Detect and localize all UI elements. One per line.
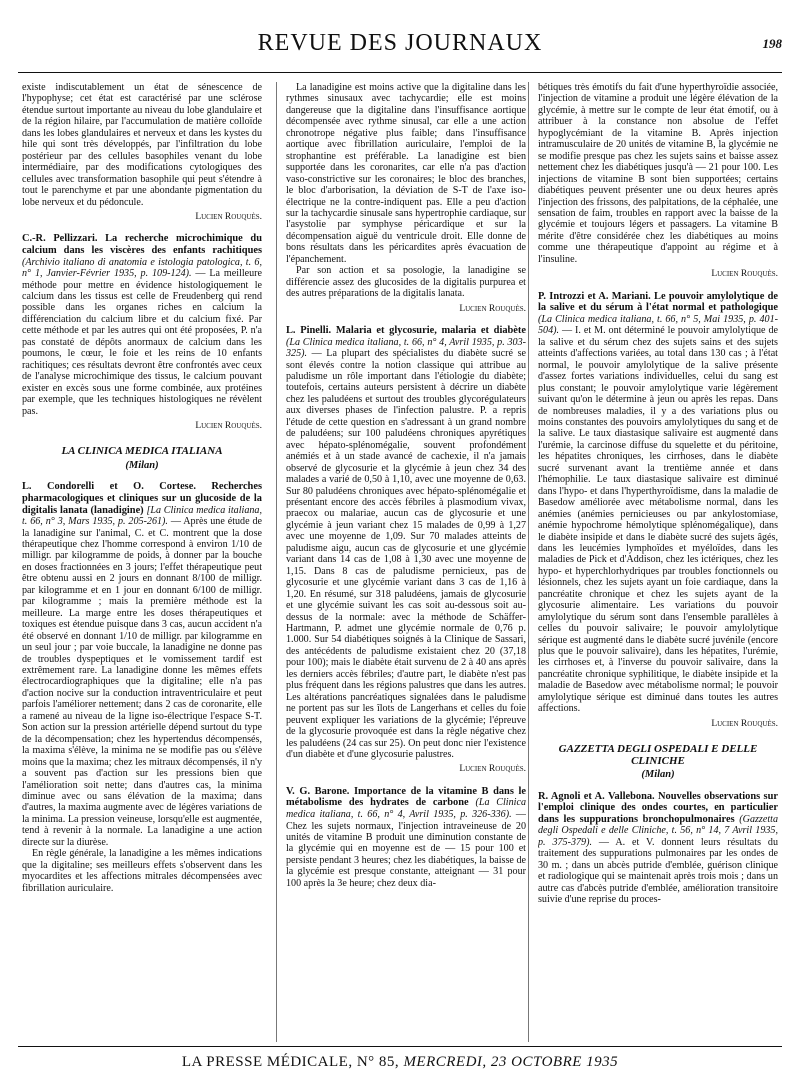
page-footer <box>18 1054 782 1071</box>
article-heading: L. Pinelli. Malaria et glycosurie, malaria et diabète <box>286 325 526 337</box>
article-body: — La meilleure méthode pour mettre en évidence histologiquement le calcium dans les tissus est celle de Freudenberg qui rend possible dans les organes riches en calcium la différenciation du calcium libre et du calcium fixé. Par cette méthode et par les autres qui ont été proposées, P. n'a pas constaté de dépôts anormaux de calcium dans les poumons, le cœur, le foie et les reins de 10 enfants rachitiques; ces résultats devront être confrontés avec ceux de l'analyse microchimique des tissus, le calcium pouvant exister en excès sous une forme combinée, aux protéines par exemple, que les techniques histologiques ne révèlent pas. <box>22 268 262 417</box>
article-heading: R. Agnoli et A. Vallebona. Nouvelles observations sur l'emploi clinique des ondes courtes, en particulier dans les suppurations bronchopulmonaires <box>538 790 778 825</box>
article-citation: (Archivio italiano di anatomia e istologia patologica, t. 6, n° 1, Janvier-Février 1935, p. 109-124). <box>22 256 262 280</box>
journal-city: (Milan) <box>125 459 159 471</box>
article <box>286 786 526 889</box>
author-signature: Lucien Rouquès. <box>195 211 262 222</box>
paragraph: existe indiscutablement un état de sénescence de l'hypophyse; cet état est caractérisé par une sclérose étendue surtout importante au niveau du lobe glandulaire et de la région hilaire, par l'accumulation de matière colloïde dans les lobes glandulaires et nerveux et dans les kystes du hile qui sont très développés, par l'infiltration du lobe postérieur par des cellules basophiles venant du lobe intermédiaire, par des modifications cytologiques des cellules avec transformation basophile qui peut s'étendre à tout le parenchyme et par une abondante pigmentation du lobe nerveux et du pédoncule. <box>22 82 262 208</box>
article-citation: [La Clinica medica italiana, t. 66, n° 3, Mars 1935, p. 205-261). <box>22 504 262 528</box>
article-heading: C.-R. Pellizzari. La recherche microchimique du calcium dans les viscères des enfants rachitiques <box>22 233 262 257</box>
footer-rule <box>18 1046 782 1047</box>
article <box>538 291 778 715</box>
author-signature: Lucien Rouquès. <box>459 303 526 314</box>
article-citation: (Gazzetta degli Ospedali e delle Cliniche, t. 56, n° 14, 7 Avril 1935, p. 375-379). <box>538 813 778 848</box>
author-signature: Lucien Rouquès. <box>459 764 526 775</box>
paragraph: bétiques très émotifs du fait d'une hyperthyroïdie associée, l'injection de vitamine a produit une légère élévation de la glycémie, à mettre sur le compte de leur état émotif, ou à attribuer à la constance non absolue de l'effet hypoglycémiant de la vitamine B. Après injection intramusculaire de 20 unités de vitamine B, la glycémie ne se modifie presque pas chez les sujets sains et baisse assez nettement chez les diabétiques jusqu'à — 21 pour 100. Les injections de vitamine B sont bien supportées; certains diabétiques peuvent présenter une ou deux heures après l'injection des frissons, des palpitations, de la céphalée, une sensation de faim, troubles en rapport avec la baisse de la glycémie et toujours légers et passagers. La vitamine B mérite d'être considérée chez les diabétiques au moins comme une thérapeutique d'appoint au régime et à l'insuline. <box>538 82 778 265</box>
article-citation: (La Clinica medica italiana, t. 66, n° 5, Mai 1935, p. 401-504). <box>538 313 778 337</box>
issue-date: MERCREDI, 23 OCTOBRE 1935 <box>403 1054 619 1070</box>
article-body: — La plupart des spécialistes du diabète sucré se sont élevés contre la notion classique qui attribue au paludisme un rôle important dans l'étiologie du diabète; toutefois, certains auteurs persistent à décrire un diabète chez les paludéens et surtout des troubles glycorégulateurs aux diverses phases de l'infection palustre. P. a repris l'étude de cette question en s'adressant à un grand nombre de paludéens; sur 100 paludéens chroniques apyrétiques avec hépato-splénomégalie, souvent profondément anémiés et à un stade avancé de cachexie, il n'a jamais observé de glycosurie et la glycémie à jeun chez 34 des malades a varié de 0,50 à 1,10, avec une moyenne de 0,63. Sur 80 paludéens chroniques avec hépato-splénomégalie et présentant encore des accès fébriles à plasmodium vivax, praecox ou malariae, aucun cas de glycosurie et une glycémie à jeun variant chez 15 malades de 0,99 à 1,27 avec une moyenne de 1,09. Sur 70 malades atteints de paludisme aigu, aucun cas de glycosurie et une glycémie variant dans 14 cas de 1,08 à 1,30 avec une moyenne de 1,15. Dans 8 cas de paludisme pernicieux, pas de glycosurie et une glycémie variant dans 3 cas de 1,16 à 1,20. En résumé, sur 318 paludéens, jamais de glycosurie et une glycémie suivant les cas soit au-dessous soit au-dessus de la normale: avec la méthode de Schäffer-Hartmann, P. admet une glycémie normale de 0,76 p. 1.000. Sur 54 diabétiques soignés à la Clinique de Sassari, des antécédents de paludisme existaient chez 20 (37,18 pour 100); mais le diabète était survenu de 2 à 40 ans après les derniers accès fébriles; d'autre part, le diabète n'est pas plus fréquent dans les régions palustres que dans les autres. Les altérations pancréatiques signalées dans le paludisme ne portent pas sur les îlots de Langerhans et celles du foie peuvent expliquer les variations de la glycémie; l'épreuve de la glycosurie provoquée est dans la règle négative chez les paludéens (24 cas sur 25). On peut donc nier l'existence d'un diabète et d'une glycosurie palustres. <box>286 348 526 760</box>
author-signature: Lucien Rouquès. <box>711 718 778 729</box>
article <box>22 233 262 417</box>
article-citation: (La Clinica medica italiana, t. 66, n° 4, Avril 1935, p. 303-325). <box>286 336 526 360</box>
article-heading: L. Condorelli et O. Cortese. Recherches pharmacologiques et cliniques sur un glucoside de la digitalis lanata (lanadigine) <box>22 481 262 516</box>
page-number: 198 <box>762 36 782 51</box>
column-2 <box>286 82 526 1042</box>
page-header <box>18 30 782 68</box>
paragraph: La lanadigine est moins active que la digitaline dans les rythmes sinusaux avec tachycardie; elle est moins dangereuse que la digitaline dans l'insuffisance aortique décompensée avec rythme sinusal, car elle a une action chronotrope négative plus faible; dans l'insuffisance aortique avec fibrillation auriculaire, l'emploi de la strophantine est préférable. La lanadigine est bien supportée dans les coronarites, car elle n'a pas d'action vaso-constrictive sur les coronaires; le bloc des branches, le bloc d'arborisation, la déviation de S-T de l'axe iso-électrique ne la contre-indiquent pas. Elle a peu d'action sur la tachycardie sinusale sans hypertrophie cardiaque, sur l'asystolie par symphyse péricardique et sur la décompensation aiguë du ventricule droit. Elle donne de bons résultats dans les péricardites après évacuation de l'épanchement. <box>286 82 526 265</box>
journal-issue: LA PRESSE MÉDICALE, N° 85, <box>181 1054 400 1070</box>
article-body: — A. et V. donnent leurs résultats du traitement des suppurations pulmonaires par les ondes de 30 m. ; dans un abcès putride d'emblée, guérison clinique et radiologique qui se maintenait après trois mois ; dans un autre cas d'abcès putride d'emblée, amélioration transitoire suivie d'une reprise du proces- <box>538 836 778 906</box>
journal-city: (Milan) <box>641 769 675 781</box>
article-heading: V. G. Barone. Importance de la vitamine B dans le métabolisme des hydrates de carbone <box>286 785 526 809</box>
article-heading: P. Introzzi et A. Mariani. Le pouvoir amylolytique de la salive et du sérum à l'état normal et pathologique <box>538 290 778 314</box>
paragraph: Par son action et sa posologie, la lanadigine se différencie assez des glucosides de la digitalis purpurea et des autres préparations de la digitalis lanata. <box>286 265 526 300</box>
journal-section-title: REVUE DES JOURNAUX <box>257 30 543 56</box>
paragraph: En règle générale, la lanadigine a les mêmes indications que la digitaline; ses meilleurs effets s'observent dans les myocardites et les affections mitrales décompensées avec fibrillation auriculaire. <box>22 848 262 894</box>
article-body: — Chez les sujets normaux, l'injection intraveineuse de 20 unités de vitamine B produit une diminution constante de la glycémie qui en moyenne est de — 15 pour 100 et persiste pendant 3 heures; chez les diabétiques, la baisse de la glycémie est presque constante, atteignant — 31 pour 100 après la 3e heure; chez deux dia- <box>286 809 526 889</box>
article-body: — I. et M. ont déterminé le pouvoir amylolytique de la salive et du sérum chez des sujets sains et des sujets atteints d'affections variées, au total dans 130 cas ; à l'état normal, le pouvoir amylolytique de la salive présente d'assez fortes variations individuelles, celui du sang est plus constant; le pouvoir amylolytique varie légèrement suivant qu'on le détermine à jeun ou après les repas. Dans de nombreuses maladies, il y a des variations plus ou moins constantes des pouvoirs amylolytiques du sang et de la salive. Le taux diastasique salivaire est augmenté dans l'urémie, la carcinose diffuse du squelette et du péritoine, les hépatites chroniques, les cirrhoses, dans le diabète sucré survenant avant la trentième année et dans l'hémophilie. Le taux diastasique salivaire est diminué dans l'hypo- et dans l'hyperthyroïdisme, dans la maladie de Basedow améliorée avec métabolisme normal, dans les anémies (anémies pernicieuses ou par ankylostomiase, anémie hypochrome hémolytique splénomégalique), dans le diabète insipide et dans le diabète sucré des sujets âgés, dans les leucémies lymphoïdes et myéloïdes, dans les maladies de Pick et d'Addison, chez les ictériques, chez les hypo- et hyperchlorhydriques par troubles fonctionnels ou lésionnels, chez les sujets ayant un foie cardiaque, dans la pancréatite chronique et chez les sujets ayant de la glycosurie alimentaire. Les variations du pouvoir amylolytique du sérum sont dans l'ensemble parallèles à celles du pouvoir salivaire; le pouvoir amylolytique sérique est augmenté dans le diabète sucré juvénile (encore plus que le pouvoir salivaire), dans les hépatites, l'urémie, les cirrhoses et, à l'inverse du pouvoir salivaire, dans la pancréatite chronique syphilitique, le diabète insipide et la maladie de Basedow avec métabolisme normal; le pouvoir amylolytique sérique est diminué dans toutes les autres affections. <box>538 325 778 715</box>
article-columns <box>22 82 782 1042</box>
author-signature: Lucien Rouquès. <box>195 420 262 431</box>
article <box>538 791 778 906</box>
article-citation: (La Clinica medica italiana, t. 66, n° 4, Avril 1935, p. 326-336). <box>286 797 526 821</box>
article <box>286 325 526 760</box>
author-signature: Lucien Rouquès. <box>711 269 778 280</box>
article-body: — Après une étude de la lanadigine sur l'animal, C. et C. montrent que la dose thérapeutique chez l'homme correspond à environ 1/10 de milligr. par kilogramme de poids, à donner par la bouche en doses fractionnées en 3 jours; l'effet thérapeutique peut être obtenu aussi en 2 jours en donnant 8/100 de milligr. par kilogramme et en 1 jour en donnant 6/100 de milligr. par kilogramme ; mais la première méthode est la meilleure. La marge entre les doses thérapeutiques et toxiques est étendue puisque dans 3 cas, aucun accident n'a été observé en donnant 1/10 de milligr. par kilogramme en un seul jour ; par voie buccale, la lanadigine ne donne pas de troubles dyspeptiques et le vomissement tardif est extrêmement rare. La lanadigine donne les mêmes effets électrocardiographiques que la digitaline; elle n'a pas d'action nocive sur la conduction intraventriculaire et peut parfois l'améliorer nettement; dans 2 cas de coronarite, elle a ramené au niveau de la ligne iso-électrique l'espace S-T. Son action sur la pression artérielle dépend surtout du type de la décompensation; chez les hypertendus décompensés, la maxima s'élève, la minima ne se modifie pas ou s'élève moins que la maxima; chez les mitraux décompensés, il n'y a souvent pas d'action sur les pressions bien que l'amélioration soit nette; dans d'autres cas, la minima diminue avec ou sans élévation de la maxima; dans d'autres, la maxima augmente avec de légères variations de la minima. La pression veineuse, lorsqu'elle est augmentée, tend à revenir à la normale. La lanadigine a une action directe sur la diurèse. <box>22 516 262 848</box>
journal-name: GAZZETTA DEGLI OSPEDALI E DELLE CLINICHE <box>558 743 758 767</box>
article <box>22 481 262 848</box>
column-1 <box>22 82 262 1042</box>
header-rule <box>18 72 782 73</box>
column-3 <box>538 82 778 1042</box>
journal-name: LA CLINICA MEDICA ITALIANA <box>61 445 223 458</box>
